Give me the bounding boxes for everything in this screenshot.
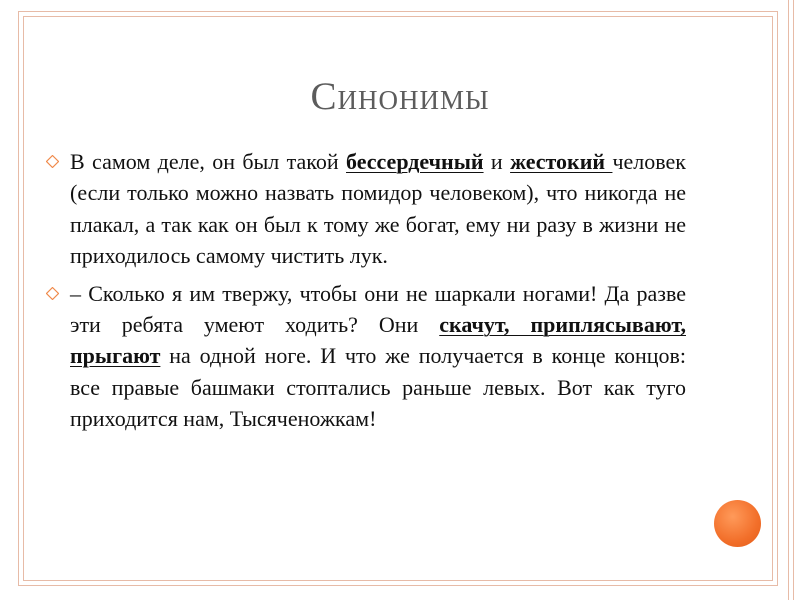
orange-circle-decoration [714, 500, 761, 547]
synonym-underlined: бессердечный [346, 149, 484, 174]
bullet-text: и [483, 149, 511, 174]
bullet-item [46, 278, 686, 435]
synonym-underlined: скачут, приплясывают, прыгают [70, 312, 686, 369]
slide-content [46, 146, 686, 435]
bullet-text: В самом деле, он был такой [70, 149, 347, 174]
bullet-text: – Сколько я им твержу, чтобы они не шаркали ногами! Да разве эти ребята умеют ходить? Они [70, 280, 686, 338]
bullet-text: на одной ноге. И что же получается в конце концов: все правые башмаки стоптались раньше левых. Вот как туго приходится нам, Тысяченожкам! [70, 343, 686, 432]
bullet-text: человек (если только можно назвать помидор человеком), что никогда не плакал, а так как он был к тому же богат, ему ни разу в жизни не приходилось самому чистить лук. [70, 149, 686, 269]
slide-title: Синонимы [310, 75, 490, 118]
hollow-diamond-icon [46, 287, 59, 300]
hollow-diamond-icon [46, 155, 59, 168]
synonym-underlined: жестокий [510, 149, 613, 174]
bullet-item [46, 146, 686, 272]
